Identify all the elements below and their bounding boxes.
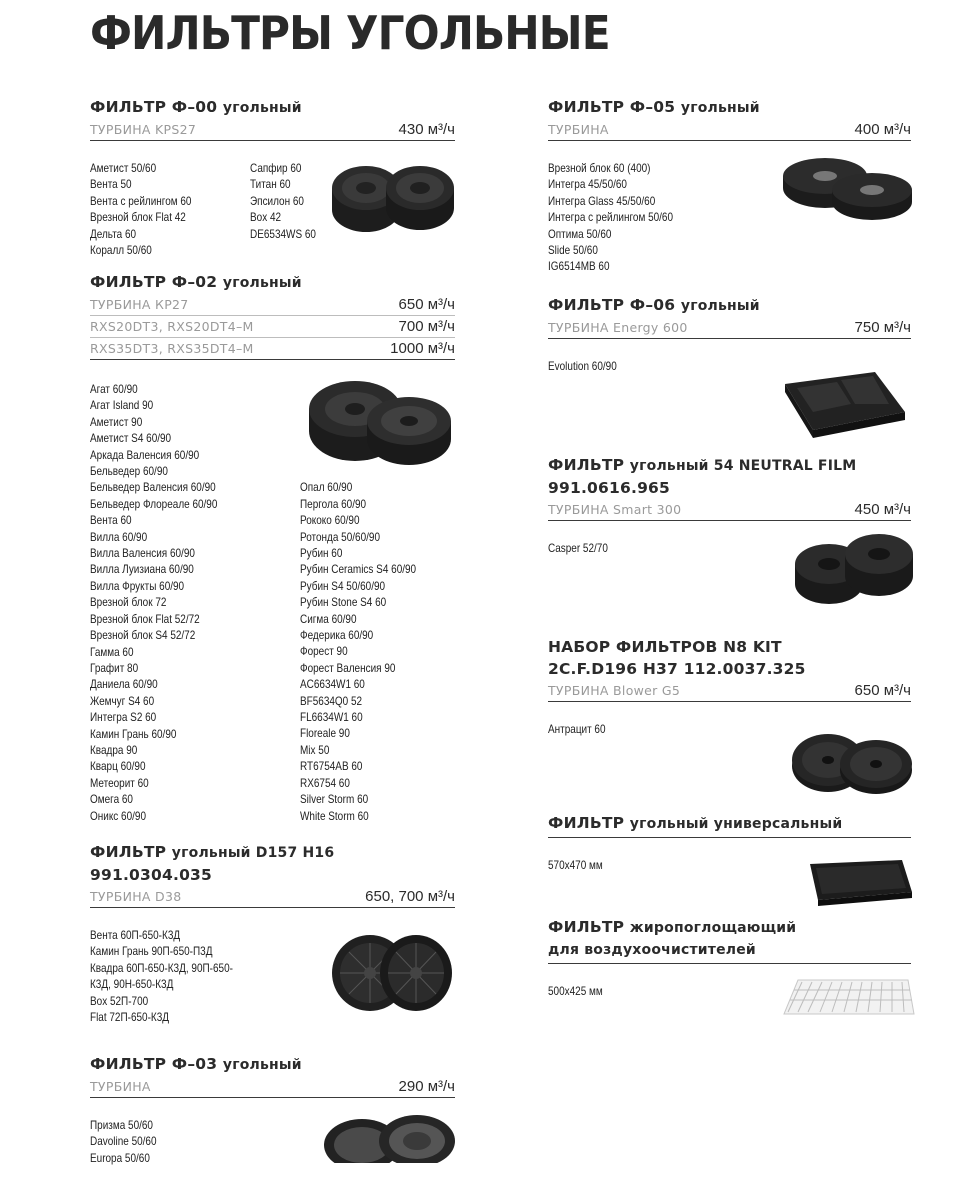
list-item: Mix 50 bbox=[300, 743, 330, 757]
list-item: Вента 60 bbox=[90, 514, 132, 528]
filter-f05 bbox=[548, 96, 911, 294]
filter-image bbox=[780, 154, 915, 224]
list-item: Slide 50/60 bbox=[548, 244, 598, 258]
list-item: Кварц 60/90 bbox=[90, 760, 146, 774]
spec-row bbox=[548, 119, 911, 141]
list-item: Рубин Ceramics S4 60/90 bbox=[300, 563, 417, 577]
filter-f06 bbox=[548, 294, 911, 454]
filter-universal bbox=[548, 812, 911, 916]
list-item: Сапфир 60 bbox=[250, 162, 302, 175]
list-item: К3Д, 90Н-650-К3Д bbox=[90, 978, 174, 992]
turbine-name: ТУРБИНА bbox=[90, 1079, 151, 1094]
spec-row bbox=[90, 338, 455, 360]
list-item: Flat 72П-650-К3Д bbox=[90, 1011, 170, 1025]
page-title: ФИЛЬТРЫ УГОЛЬНЫЕ bbox=[90, 6, 610, 60]
list-item: Вента с рейлингом 60 bbox=[90, 194, 192, 208]
flow-rate: 650 м³/ч bbox=[854, 682, 911, 699]
turbine-name: ТУРБИНА Smart 300 bbox=[548, 502, 682, 517]
list-item: Графит 80 bbox=[90, 661, 139, 675]
list-item: Вилла Валенсия 60/90 bbox=[90, 547, 195, 561]
filter-title: ФИЛЬТР Ф–02 угольный bbox=[90, 273, 302, 291]
list-item: Аркада Валенсия 60/90 bbox=[90, 448, 200, 462]
list-item: Evolution 60/90 bbox=[548, 360, 617, 373]
list-item: Врезной блок 60 (400) bbox=[548, 162, 651, 175]
list-item: Титан 60 bbox=[250, 178, 291, 192]
filter-image bbox=[788, 718, 916, 796]
filter-f02 bbox=[90, 271, 455, 841]
list-item: Метеорит 60 bbox=[90, 776, 149, 790]
list-item: White Storm 60 bbox=[300, 809, 369, 823]
list-item: Вилла Луизиана 60/90 bbox=[90, 563, 194, 577]
list-item: Вента 50 bbox=[90, 178, 132, 192]
list-item: Оптима 50/60 bbox=[548, 227, 612, 241]
list-item: Пергола 60/90 bbox=[300, 497, 367, 511]
list-item: Рубин Stone S4 60 bbox=[300, 596, 387, 610]
list-item: Дельта 60 bbox=[90, 227, 137, 241]
filter-image bbox=[806, 854, 916, 906]
list-item: Рококо 60/90 bbox=[300, 514, 360, 528]
spec-row bbox=[548, 680, 911, 702]
list-item: Врезной блок Flat 42 bbox=[90, 211, 186, 225]
list-item: Бельведер Валенсия 60/90 bbox=[90, 481, 216, 495]
filter-f03 bbox=[90, 1053, 455, 1200]
flow-rate: 650, 700 м³/ч bbox=[365, 888, 455, 905]
filter-title: ФИЛЬТР Ф–00 угольный bbox=[90, 98, 302, 116]
filter-title: НАБОР ФИЛЬТРОВ N8 KIT bbox=[548, 638, 782, 656]
filter-title: ФИЛЬТР Ф–03 угольный bbox=[90, 1055, 302, 1073]
spec-row bbox=[90, 294, 455, 316]
turbine-name: ТУРБИНА Energy 600 bbox=[548, 320, 688, 335]
filter-image bbox=[793, 532, 915, 610]
spec-row bbox=[548, 499, 911, 521]
list-item: Квадра 90 bbox=[90, 743, 138, 757]
list-item: DE6534WS 60 bbox=[250, 227, 316, 241]
list-item: Сигма 60/90 bbox=[300, 612, 357, 626]
turbine-name: ТУРБИНА D38 bbox=[90, 889, 182, 904]
list-item: Омега 60 bbox=[90, 793, 133, 807]
flow-rate: 290 м³/ч bbox=[398, 1078, 455, 1095]
list-item: Интегра с рейлингом 50/60 bbox=[548, 211, 674, 225]
list-item: Floreale 90 bbox=[300, 727, 350, 741]
right-column bbox=[548, 96, 911, 1026]
list-item: Форест Валенсия 90 bbox=[300, 661, 396, 675]
flow-rate: 750 м³/ч bbox=[854, 319, 911, 336]
list-item: Аметист S4 60/90 bbox=[90, 432, 172, 446]
list-item: Агат Island 90 bbox=[90, 399, 154, 413]
list-item: Ротонда 50/60/90 bbox=[300, 530, 380, 544]
flow-rate: 700 м³/ч bbox=[398, 318, 455, 335]
turbine-name: ТУРБИНА Blower G5 bbox=[548, 683, 681, 698]
list-item: Эпсилон 60 bbox=[250, 194, 304, 208]
list-item: Призма 50/60 bbox=[90, 1119, 153, 1132]
flow-rate: 1000 м³/ч bbox=[390, 340, 455, 357]
list-item: Рубин 60 bbox=[300, 547, 343, 561]
filter-image bbox=[305, 379, 455, 469]
list-item: Врезной блок Flat 52/72 bbox=[90, 612, 200, 626]
list-item: Davoline 50/60 bbox=[90, 1135, 157, 1149]
model-list bbox=[250, 161, 336, 259]
list-item: BF5634Q0 52 bbox=[300, 694, 363, 708]
flow-rate: 650 м³/ч bbox=[398, 296, 455, 313]
filter-code: 991.0304.035 bbox=[90, 866, 213, 884]
list-item: Гамма 60 bbox=[90, 645, 134, 659]
list-item: Вилла 60/90 bbox=[90, 530, 148, 544]
list-item: Europa 50/60 bbox=[90, 1151, 150, 1165]
list-item: Квадра 60П-650-К3Д, 90П-650- bbox=[90, 961, 233, 975]
list-item: Антрацит 60 bbox=[548, 723, 606, 736]
list-item: Коралл 50/60 bbox=[90, 244, 152, 258]
filter-title: ФИЛЬТР угольный 54 NEUTRAL FILM bbox=[548, 456, 857, 474]
list-item: Box 42 bbox=[250, 211, 282, 225]
turbine-name: RXS20DT3, RXS20DT4–M bbox=[90, 319, 254, 334]
flow-rate: 450 м³/ч bbox=[854, 501, 911, 518]
list-item: Опал 60/90 bbox=[300, 481, 353, 495]
filter-image bbox=[322, 1113, 457, 1163]
list-item: Box 52П-700 bbox=[90, 994, 149, 1008]
list-item: RX6754 60 bbox=[300, 776, 350, 790]
list-item: Оникс 60/90 bbox=[90, 809, 147, 823]
filter-title: ФИЛЬТР Ф–06 угольный bbox=[548, 296, 760, 314]
list-item: Интегра S2 60 bbox=[90, 711, 157, 725]
list-item: Жемчуг S4 60 bbox=[90, 694, 155, 708]
list-item: Интегра Glass 45/50/60 bbox=[548, 194, 656, 208]
filter-image bbox=[330, 923, 455, 1023]
spec-row bbox=[90, 1076, 455, 1098]
filter-image bbox=[328, 158, 458, 238]
list-item: Врезной блок 72 bbox=[90, 596, 167, 610]
filter-title: ФИЛЬТР жиропоглощающий bbox=[548, 918, 797, 936]
list-item: Агат 60/90 bbox=[90, 383, 138, 396]
list-item: Вента 60П-650-К3Д bbox=[90, 929, 181, 942]
filter-n8-kit bbox=[548, 636, 911, 812]
model-list bbox=[90, 928, 288, 1026]
spec-row bbox=[90, 119, 455, 141]
left-column bbox=[90, 96, 455, 1200]
filter-image bbox=[780, 978, 915, 1018]
list-item: RT6754AB 60 bbox=[300, 760, 363, 774]
filter-54-neutral-film bbox=[548, 454, 911, 636]
list-item: 570x470 мм bbox=[548, 859, 603, 872]
list-item: Рубин S4 50/60/90 bbox=[300, 579, 386, 593]
model-list bbox=[90, 382, 271, 825]
filter-f00 bbox=[90, 96, 455, 271]
turbine-name: ТУРБИНА KPS27 bbox=[90, 122, 197, 137]
list-item: Аметист 50/60 bbox=[90, 162, 157, 175]
turbine-name: ТУРБИНА КР27 bbox=[90, 297, 189, 312]
spec-row bbox=[90, 886, 455, 908]
list-item: Вилла Фрукты 60/90 bbox=[90, 579, 185, 593]
list-item: Аметист 90 bbox=[90, 415, 143, 429]
list-item: Casper 52/70 bbox=[548, 542, 608, 555]
filter-code: 2C.F.D196 H37 112.0037.325 bbox=[548, 660, 806, 678]
model-list bbox=[90, 161, 228, 259]
filter-d157 bbox=[90, 841, 455, 1053]
list-item: Бельведер 60/90 bbox=[90, 465, 168, 479]
list-item: Бельведер Флореале 60/90 bbox=[90, 497, 218, 511]
spec-row bbox=[548, 317, 911, 339]
list-item: Врезной блок S4 52/72 bbox=[90, 629, 196, 643]
filter-subtitle: для воздухоочистителей bbox=[548, 939, 911, 964]
list-item: 500x425 мм bbox=[548, 985, 603, 998]
list-item: Интегра 45/50/60 bbox=[548, 178, 627, 192]
list-item: FL6634W1 60 bbox=[300, 711, 363, 725]
filter-grease bbox=[548, 916, 911, 1026]
list-item: Silver Storm 60 bbox=[300, 793, 369, 807]
filter-code: 991.0616.965 bbox=[548, 479, 671, 497]
list-item: Федерика 60/90 bbox=[300, 629, 374, 643]
flow-rate: 400 м³/ч bbox=[854, 121, 911, 138]
list-item: Даниела 60/90 bbox=[90, 678, 158, 692]
filter-image bbox=[773, 364, 915, 444]
list-item: Камин Грань 60/90 bbox=[90, 727, 177, 741]
filter-title: ФИЛЬТР угольный универсальный bbox=[548, 812, 911, 838]
list-item: Камин Грань 90П-650-П3Д bbox=[90, 945, 213, 959]
spec-row bbox=[90, 316, 455, 338]
flow-rate: 430 м³/ч bbox=[398, 121, 455, 138]
list-item: Форест 90 bbox=[300, 645, 348, 659]
turbine-name: RXS35DT3, RXS35DT4–M bbox=[90, 341, 254, 356]
turbine-name: ТУРБИНА bbox=[548, 122, 609, 137]
list-item: AC6634W1 60 bbox=[300, 678, 365, 692]
filter-title: ФИЛЬТР угольный D157 H16 bbox=[90, 843, 335, 861]
list-item: IG6514MB 60 bbox=[548, 260, 610, 274]
filter-title: ФИЛЬТР Ф–05 угольный bbox=[548, 98, 760, 116]
